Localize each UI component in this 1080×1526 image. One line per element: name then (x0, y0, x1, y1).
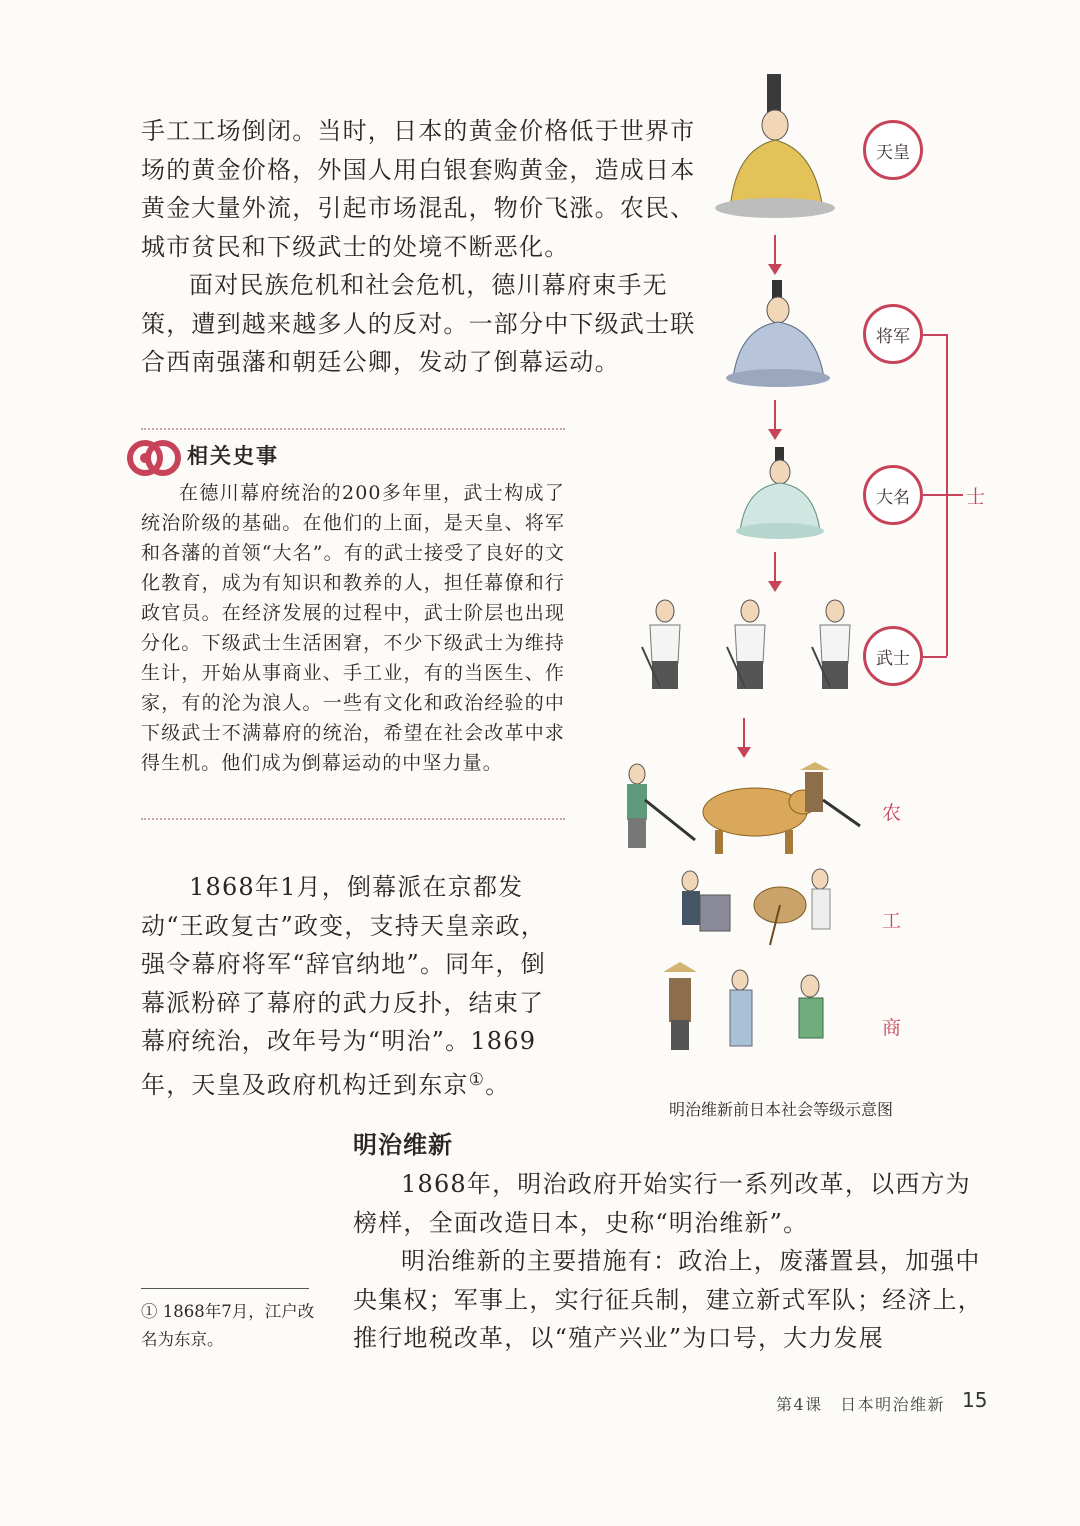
arrow-down (774, 235, 776, 265)
footnote-ref[interactable]: ① (468, 1069, 486, 1090)
rank-emperor: 天皇 (863, 120, 923, 180)
footnote-divider (141, 1288, 309, 1289)
footnote: ① 1868年7月，江户改名为东京。 (141, 1302, 315, 1349)
related-history-box (141, 428, 565, 820)
divider (141, 818, 565, 820)
para-1868 (141, 868, 565, 1104)
arrow-down (743, 718, 745, 748)
box-title: 相关史事 (187, 444, 279, 468)
rank-shogun: 将军 (863, 304, 923, 364)
box-text: 在德川幕府统治的200多年里，武士构成了统治阶级的基础。在他们的上面，是天皇、将军和各藩的首领“大名”。有的武士接受了良好的文化教育，成为有知识和教养的人，担任幕僚和行政官员。在经济发展的过程中，武士阶层也出现分化。下级武士生活困窘，不少下级武士为维持生计，开始从事商业、手工业，有的当医生、作家，有的沦为浪人。一些有文化和政治经验的中下级武士不满幕府的统治，希望在社会改革中求得生机。他们成为倒幕运动的中坚力量。 (141, 482, 565, 774)
section-text (353, 1165, 989, 1358)
paragraph-end: 。 (485, 1070, 511, 1099)
emperor-figure (705, 70, 845, 220)
divider (141, 428, 565, 430)
page-number: 15 (962, 1388, 988, 1412)
paragraph: 面对民族危机和社会危机，德川幕府束手无策，遭到越来越多人的反对。一部分中下级武士联合西南强藩和朝廷公卿，发动了倒幕运动。 (141, 271, 696, 376)
class-label-farmer: 农 (882, 802, 902, 824)
bracket-line (923, 656, 947, 658)
footer-lesson: 第4课 日本明治维新 (776, 1395, 946, 1414)
class-label-merchant: 商 (882, 1017, 902, 1039)
paragraph: 手工工场倒闭。当时，日本的黄金价格低于世界市场的黄金价格，外国人用白银套购黄金，造成日本黄金大量外流，引起市场混乱，物价飞涨。农民、城市贫民和下级武士的处境不断恶化。 (141, 117, 696, 261)
class-label-artisan: 工 (882, 910, 902, 932)
shi-label: 士 (966, 486, 986, 508)
paragraph (141, 868, 565, 1104)
bracket-line (923, 334, 947, 336)
arrow-down (774, 552, 776, 582)
figure-caption: 明治维新前日本社会等级示意图 (669, 1100, 894, 1119)
related-history-icon (127, 432, 183, 484)
artisans-figure (660, 865, 840, 955)
samurai-figures (640, 597, 870, 697)
section-heading: 明治维新 (353, 1131, 453, 1159)
farmers-figure (615, 760, 865, 860)
paragraph: 明治维新的主要措施有：政治上，废藩置县，加强中央集权；军事上，实行征兵制，建立新式军队；经济上，推行地税改革，以“殖产兴业”为口号，大力发展 (353, 1247, 983, 1352)
shogun-figure (718, 278, 838, 390)
bracket-line (923, 494, 963, 496)
paragraph: 1868年，明治政府开始实行一系列改革，以西方为榜样，全面改造日本，史称“明治维新”。 (353, 1170, 971, 1237)
merchants-figure (655, 960, 845, 1060)
rank-daimyo: 大名 (863, 465, 923, 525)
daimyo-figure (730, 445, 830, 541)
rank-samurai: 武士 (863, 626, 923, 686)
top-text (141, 112, 697, 382)
paragraph-text: 1868年1月，倒幕派在京都发动“王政复古”政变，支持天皇亲政，强令幕府将军“辞官纳地”。同年，倒幕派粉碎了幕府的武力反扑，结束了幕府统治，改年号为“明治”。1869年，天皇及政府机构迁到东京 (141, 873, 546, 1099)
arrow-down (774, 400, 776, 430)
